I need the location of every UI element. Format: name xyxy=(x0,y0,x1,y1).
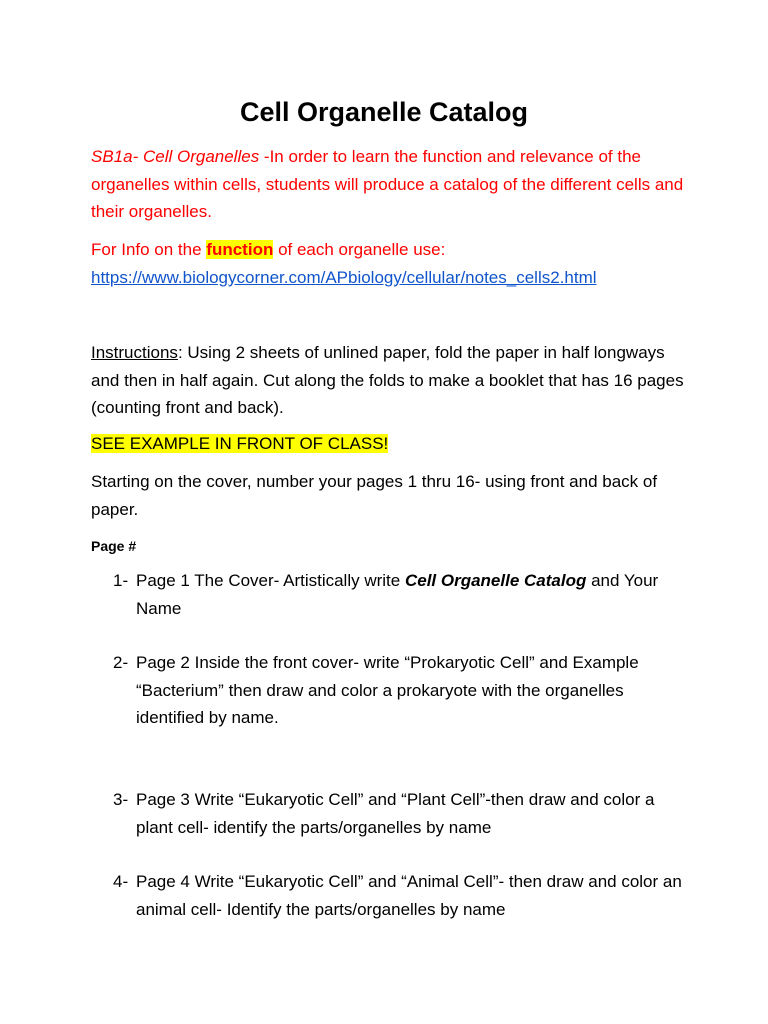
instructions-text: : Using 2 sheets of unlined paper, fold the paper in half longways and then in half again. Cut along the folds to make a booklet that has 16 pages (counting front and back). xyxy=(91,343,684,417)
instructions-paragraph xyxy=(91,339,691,422)
standard-code: SB1a- Cell Organelles xyxy=(91,147,260,166)
info-suffix: of each organelle use: xyxy=(273,240,446,259)
page-number-label: Page # xyxy=(91,538,137,554)
list-item-number: 1- xyxy=(113,571,129,590)
list-item-text: Page 3 Write “Eukaryotic Cell” and “Plant Cell”-then draw and color a plant cell- identify the parts/organelles by name xyxy=(136,790,655,837)
info-prefix: For Info on the xyxy=(91,240,207,259)
list-item-text: Page 2 Inside the front cover- write “Prokaryotic Cell” and Example “Bacterium” then draw and color a prokaryote with the organelles identified by name. xyxy=(136,653,639,727)
info-paragraph xyxy=(91,236,711,291)
numbering-paragraph: Starting on the cover, number your pages 1 thru 16- using front and back of paper. xyxy=(91,472,658,519)
list-item-1 xyxy=(113,567,693,622)
list-item-number: 4- xyxy=(113,872,129,891)
list-item-text: Page 1 The Cover- Artistically write xyxy=(136,571,405,590)
standard-paragraph xyxy=(91,143,691,226)
list-item-emphasis: Cell Organelle Catalog xyxy=(404,571,587,590)
info-highlight: function xyxy=(206,240,274,259)
list-item-4 xyxy=(113,868,693,923)
info-link[interactable]: https://www.biologycorner.com/APbiology/cellular/notes_cells2.html xyxy=(91,267,597,287)
list-item-text-end: and Your Name xyxy=(136,571,659,618)
instructions-label: Instructions xyxy=(91,343,178,362)
example-note: SEE EXAMPLE IN FRONT OF CLASS! xyxy=(91,434,389,453)
list-item-2 xyxy=(113,649,693,732)
standard-text: -In order to learn the function and relevance of the organelles within cells, students will produce a catalog of the different cells and their organelles. xyxy=(91,147,684,221)
list-item-3 xyxy=(113,786,693,841)
example-note-paragraph xyxy=(91,430,691,458)
list-item-number: 3- xyxy=(113,790,129,809)
page-title: Cell Organelle Catalog xyxy=(239,97,529,127)
list-item-text: Page 4 Write “Eukaryotic Cell” and “Animal Cell”- then draw and color an animal cell- Identify the parts/organelles by name xyxy=(136,872,682,919)
list-item-number: 2- xyxy=(113,653,129,672)
